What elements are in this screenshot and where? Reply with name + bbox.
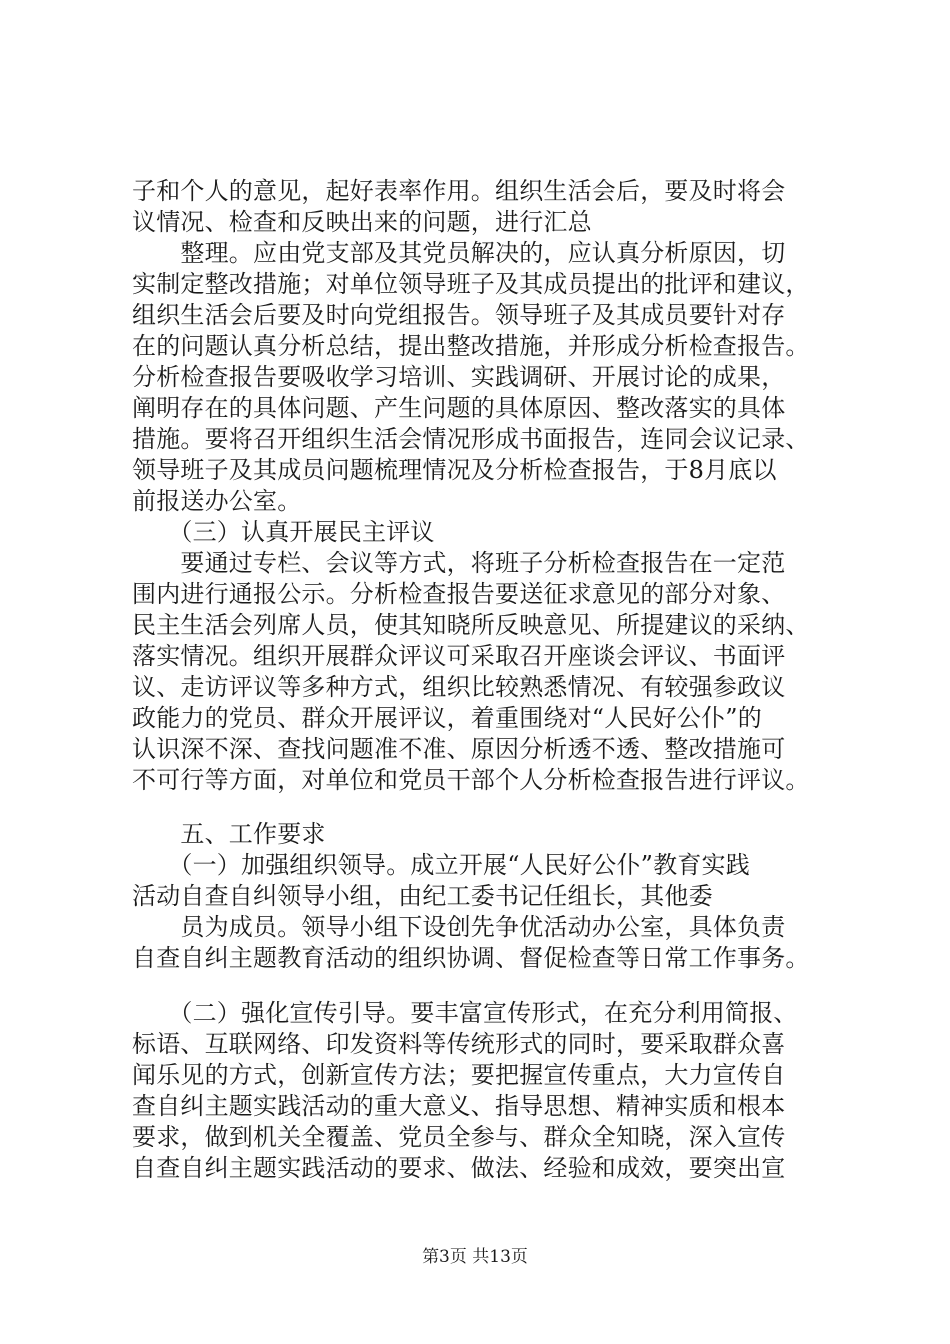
text-line: 分析检查报告要吸收学习培训、实践调研、开展讨论的成果， xyxy=(132,363,786,391)
text-line: 闻乐见的方式，创新宣传方法；要把握宣传重点，大力宣传自 xyxy=(132,1061,786,1089)
text-line: 议、走访评议等多种方式，组织比较熟悉情况、有较强参政议 xyxy=(132,673,786,701)
text-line: 活动自查自纠领导小组，由纪工委书记任组长，其他委 xyxy=(132,882,713,910)
text-line: （一）加强组织领导。成立开展“人民好公仆”教育实践 xyxy=(132,851,750,879)
text-line: 员为成员。领导小组下设创先争优活动办公室，具体负责 xyxy=(132,913,786,941)
text-line: 领导班子及其成员问题梳理情况及分析检查报告，于8月底以 xyxy=(132,456,777,484)
text-line: 实制定整改措施；对单位领导班子及其成员提出的批评和建议， xyxy=(132,270,810,298)
text-line: 组织生活会后要及时向党组报告。领导班子及其成员要针对存 xyxy=(132,301,786,329)
section-heading: （三）认真开展民主评议 xyxy=(132,518,435,546)
text-line: 议情况、检查和反映出来的问题，进行汇总 xyxy=(132,208,592,236)
text-line: 自查自纠主题实践活动的要求、做法、经验和成效，要突出宣 xyxy=(132,1154,786,1182)
text-line: 前报送办公室。 xyxy=(132,487,302,515)
text-line: 不可行等方面，对单位和党员干部个人分析检查报告进行评议。 xyxy=(132,766,810,794)
text-line: （二）强化宣传引导。要丰富宣传形式，在充分利用简报、 xyxy=(132,999,798,1027)
section-heading: 五、工作要求 xyxy=(132,820,326,848)
text-line: 子和个人的意见，起好表率作用。组织生活会后，要及时将会 xyxy=(132,177,786,205)
page-number-footer: 第3页 共13页 xyxy=(422,1247,528,1267)
text-line: 在的问题认真分析总结，提出整改措施，并形成分析检查报告。 xyxy=(132,332,810,360)
text-line: 查自纠主题实践活动的重大意义、指导思想、精神实质和根本 xyxy=(132,1092,786,1120)
text-line: 整理。应由党支部及其党员解决的，应认真分析原因，切 xyxy=(132,239,786,267)
text-line: 措施。要将召开组织生活会情况形成书面报告，连同会议记录、 xyxy=(132,425,810,453)
text-line: 认识深不深、查找问题准不准、原因分析透不透、整改措施可 xyxy=(132,735,786,763)
text-line: 阐明存在的具体问题、产生问题的具体原因、整改落实的具体 xyxy=(132,394,786,422)
text-line: 要通过专栏、会议等方式，将班子分析检查报告在一定范 xyxy=(132,549,786,577)
text-line: 自查自纠主题教育活动的组织协调、督促检查等日常工作事务。 xyxy=(132,944,810,972)
text-line: 标语、互联网络、印发资料等传统形式的同时，要采取群众喜 xyxy=(132,1030,786,1058)
text-line: 民主生活会列席人员，使其知晓所反映意见、所提建议的采纳、 xyxy=(132,611,810,639)
text-line: 落实情况。组织开展群众评议可采取召开座谈会评议、书面评 xyxy=(132,642,786,670)
text-line: 围内进行通报公示。分析检查报告要送征求意见的部分对象、 xyxy=(132,580,786,608)
text-line: 要求，做到机关全覆盖、党员全参与、群众全知晓，深入宣传 xyxy=(132,1123,786,1151)
text-line: 政能力的党员、群众开展评议，着重围绕对“人民好公仆”的 xyxy=(132,704,762,732)
